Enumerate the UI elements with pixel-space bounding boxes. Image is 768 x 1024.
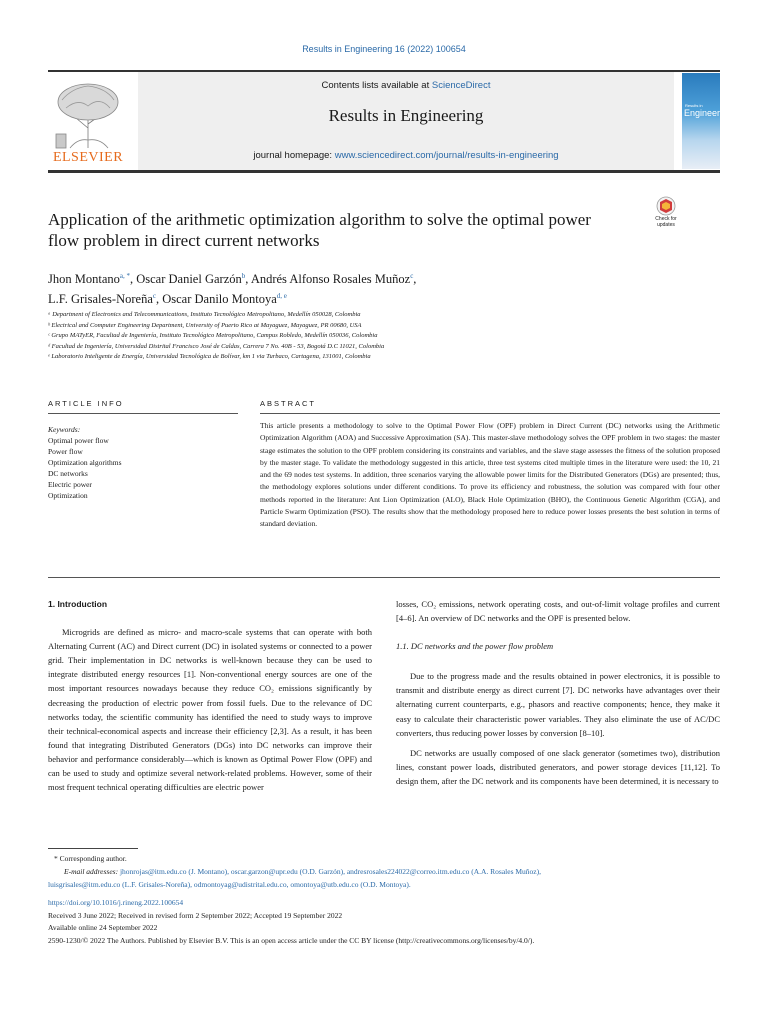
available-online: Available online 24 September 2022 — [48, 923, 158, 932]
homepage-label: journal homepage: — [253, 150, 335, 161]
check-updates-icon — [646, 196, 686, 218]
license-statement: 2590-1230/© 2022 The Authors. Published by Elsevier B.V. This is an open access article under the CC BY license (http://creativecommons.org/licenses/by/4.0/). — [48, 935, 535, 945]
journal-homepage-line — [138, 150, 674, 161]
author-affiliation-marker[interactable]: b — [241, 272, 246, 280]
received-dates: Received 3 June 2022; Received in revised form 2 September 2022; Accepted 19 September 2022 — [48, 910, 343, 920]
email-label: E-mail addresses: — [64, 867, 120, 876]
contents-text: Contents lists available at — [321, 80, 432, 91]
article-info-heading: ARTICLE INFO — [48, 399, 124, 408]
masthead-bottom-rule — [48, 170, 720, 173]
keyword-item: Optimization — [48, 491, 88, 500]
check-updates-label: Check for updates — [655, 216, 677, 228]
affiliation-item: ᵃ Department of Electronics and Telecommunications, Instituto Tecnológico Metropolitano, Medellín 050028, Colombia — [48, 311, 361, 318]
body-column-left — [48, 597, 372, 800]
homepage-link[interactable]: www.sciencedirect.com/journal/results-in-engineering — [334, 150, 559, 161]
author-name: Jhon Montano — [48, 272, 120, 287]
affiliation-item: ᶜ Grupo MATyER, Facultad de Ingeniería, Instituto Tecnológico Metropolitano, Campus Robledo, Medellín 050036, Colombia — [48, 332, 378, 339]
author-separator: , — [413, 272, 417, 287]
body-paragraph: losses, CO₂ emissions, network operating costs, and out-of-limit voltage profiles and current [4–6]. An overview of DC networks and the OPF is presented below. — [396, 599, 720, 624]
journal-name: Results in Engineering — [328, 106, 484, 125]
author-affiliation-marker[interactable]: c — [152, 292, 156, 301]
body-paragraph: Due to the progress made and the results obtained in power electronics, it is possible to transmit and distribute energy as direct current [7]. DC networks have advantages over their alternating current counterparts, e.g., phasors and reactive components; hence, they make it easy to calculate their characteristic power variables. They also eliminate the use of AC/DC converters, thus reducing power losses by conversion [8–10]. — [396, 671, 720, 738]
keyword-item: Electric power — [48, 480, 92, 489]
abstract-body: This article presents a methodology to solve to the Optimal Power Flow (OPF) problem in Direct Current (DC) networks using the Arithmetic Optimization Algorithm (AOA) and Successive Approximation (SA). This master-slave methodology solves the OPF problem in two stages: the master stage estimates the solution to the OPF problem considering its constraints and variables, and the slave stage assesses the fitness of the solution proposed by the master stage. To validate the methodology suggested in this article, three test systems cited multiple times in the literature were used: the 10, 21 and the 69 nodes test systems. In addition, three scenarios varying the allowable power limits for the Distributed Generators (DGs) are presented; thus, the methodology explores solutions under different conditions. To prove its efficiency and robustness, the solution was compared with four other methods reported in the literature: Ant Lion Optimization (ALO), Black Hole Optimization (BHO), the Continuous Genetic Algorithm (CGA), and Particle Swarm Optimization (PSO). The results show that the methodology proposed here to reduce power losses presents the best solution in terms of standard deviation. — [260, 421, 720, 529]
affiliation-list — [48, 310, 720, 363]
affiliation-item: ᵉ Laboratorio Inteligente de Energía, Universidad Tecnológica de Bolívar, km 1 via Turbaco, Cartagena, 131001, Colombia — [48, 353, 371, 360]
author-affiliation-marker[interactable]: d, e — [276, 292, 287, 301]
body-paragraph: DC networks are usually composed of one slack generator (sometimes two), distribution lines, constant power loads, distributed generators, and power storage devices [11,12]. To design them, after the DC network and its components have been determined, it is necessary to — [396, 747, 720, 786]
journal-cover-thumbnail[interactable] — [682, 73, 733, 169]
keywords-block — [48, 424, 238, 501]
author-affiliation-marker[interactable]: c — [410, 272, 414, 280]
keyword-item: Power flow — [48, 447, 83, 456]
keyword-item: Optimization algorithms — [48, 458, 122, 467]
email-addresses[interactable]: luisgrisales@itm.edu.co (L.F. Grisales-Noreña), odmontoyag@udistrital.edu.co, omontoya@utb.edu.co (O.D. Montoya). — [48, 880, 411, 889]
cover-image — [682, 73, 720, 169]
footnote-rule — [48, 848, 138, 849]
affiliation-item: ᵈ Facultad de Ingeniería, Universidad Distrital Francisco José de Caldas, Carrera 7 No. 40B - 53, Bogotá D.C 11021, Colombia — [48, 342, 385, 350]
footnotes — [48, 852, 720, 891]
body-paragraph: Microgrids are defined as micro- and macro-scale systems that can operate with both Alternating Current (AC) and Direct current (DC) in isolated systems or connected to a power grid. Their implementation in DC networks is well-known because they can be used to integrate distributed energy resources [1]. Non-conventional energy sources are one of the most important resources nowadays because they reduce CO₂ emissions significantly by decreasing the production of electric power from fossil fuels. Due to the relevance of DC networks today, the scientific community has identified the need to study ways to improve their technical-economical aspects and increase their efficiency [2,3]. As a result, it has been found that integrating Distributed Generators (DGs) into DC networks can improve their behavior and performance considerably—which is known as Optimal Power Flow (OPF) and can be used to study and optimize several network-related problems. However, some of their most frequent technical operating difficulties are electric power — [48, 627, 372, 793]
author-separator: , — [129, 272, 137, 287]
sciencedirect-link[interactable]: ScienceDirect — [431, 80, 491, 91]
journal-masthead — [48, 70, 733, 170]
check-for-updates-badge[interactable] — [646, 196, 686, 236]
author-name: Andrés Alfonso Rosales Muñoz — [250, 272, 411, 287]
author-list — [48, 268, 720, 308]
elsevier-wordmark: ELSEVIER — [52, 150, 124, 165]
cover-small-text: Results in — [685, 103, 703, 108]
article-info-rule — [48, 413, 238, 414]
author-separator: , — [155, 292, 163, 307]
author-name: L.F. Grisales-Noreña — [48, 292, 153, 307]
author-affiliation-marker[interactable]: a, * — [119, 272, 130, 280]
affiliation-item: ᵇ Electrical and Computer Engineering Department, University of Puerto Rico at Mayaguez, Mayaguez, PR 00680, USA — [48, 321, 362, 329]
section-heading: 1. Introduction — [48, 599, 108, 609]
cover-title: Engineering — [684, 108, 733, 118]
abstract-rule-top — [260, 413, 720, 414]
author-separator: , — [245, 272, 251, 287]
keyword-item: Optimal power flow — [48, 436, 109, 445]
journal-reference[interactable]: Results in Engineering 16 (2022) 100654 — [302, 44, 466, 54]
abstract-heading: ABSTRACT — [260, 399, 317, 408]
email-addresses[interactable]: jhonrojas@itm.edu.co (J. Montano), oscar.garzon@upr.edu (O.D. Garzón), andresrosales224022@correo.itm.edu.co (A.A. Rosales Muñoz), — [119, 867, 542, 876]
body-column-right — [396, 597, 720, 794]
corresponding-author-note: * Corresponding author. — [54, 854, 127, 863]
keyword-item: DC networks — [48, 469, 88, 478]
keywords-label: Keywords: — [48, 425, 81, 434]
author-name: Oscar Daniel Garzón — [136, 272, 242, 287]
author-name: Oscar Danilo Montoya — [162, 292, 277, 307]
abstract-rule-bottom — [48, 577, 720, 578]
contents-available-line — [138, 80, 674, 91]
publication-details — [48, 897, 720, 947]
subsection-heading: 1.1. DC networks and the power flow problem — [396, 641, 554, 652]
article-title: Application of the arithmetic optimization algorithm to solve the optimal power flow problem in direct current networks — [48, 210, 591, 250]
doi-link[interactable]: https://doi.org/10.1016/j.rineng.2022.100654 — [48, 898, 184, 907]
